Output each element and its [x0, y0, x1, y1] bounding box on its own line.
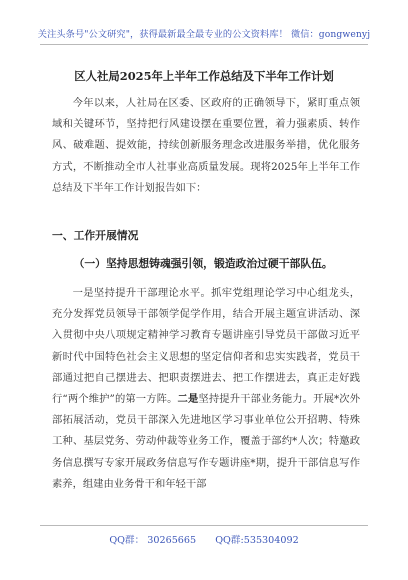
footer-divider	[40, 525, 368, 526]
body-paragraph	[52, 283, 360, 495]
body-bold-2: 坚持提升干部业务能力。	[198, 393, 314, 406]
subsection-heading: （一）坚持思想铸魂强引领，锻造政治过硬干部队伍。	[73, 257, 333, 270]
header-divider	[40, 44, 368, 45]
body-part-1: 一是坚持提升干部理论水平。抓牢党组理论学习中心组龙头，充分发挥党员领导干部领学促学作用，结合开展主题宣讲活动、深入贯彻中央八项规定精神学习教育专题讲座引导党员干部做习近平新时代中国特色社会主义思想的坚定信仰者和忠实实践者，党员干部通过把自己摆进去、把职责摆进去、把工作摆进去，真正走好践行“两个维护”的第一方阵。	[52, 287, 360, 406]
header-note: 关注头条号"公文研究"，获得最新最全最专业的公文资料库！ 微信：gongwenyj	[37, 29, 371, 40]
footer-qq-1: QQ群： 30265665	[109, 535, 197, 546]
body-part-2: 开展*次外部拓展活动，党员干部深入先进地区学习事业单位公开招聘、特殊工种、基层党务、劳动仲裁等业务工作，覆盖于部约*人次；特邀政务信息撰写专家开展政务信息写作专题讲座*期，提升干部信息写作素养，组建由业务骨干和年轻干部	[52, 393, 361, 490]
intro-paragraph: 今年以来，人社局在区委、区政府的正确领导下，紧盯重点领域和关键环节，坚持把行风建设摆在重要位置，着力强素质、转作风、破难题、提效能，持续创新服务理念改进服务举措，优化服务方式，不断推动全市人社事业高质量发展。现将2025年上半年工作总结及下半年工作计划报告如下：	[52, 97, 360, 194]
section-heading: 一、工作开展情况	[52, 229, 139, 242]
document-title: 区人社局2025年上半年工作总结及下半年工作计划	[74, 69, 334, 83]
footer-contact	[0, 532, 408, 546]
footer-qq-2: QQ群:535304092	[215, 535, 299, 546]
body-lead-2: 二是	[177, 393, 199, 406]
